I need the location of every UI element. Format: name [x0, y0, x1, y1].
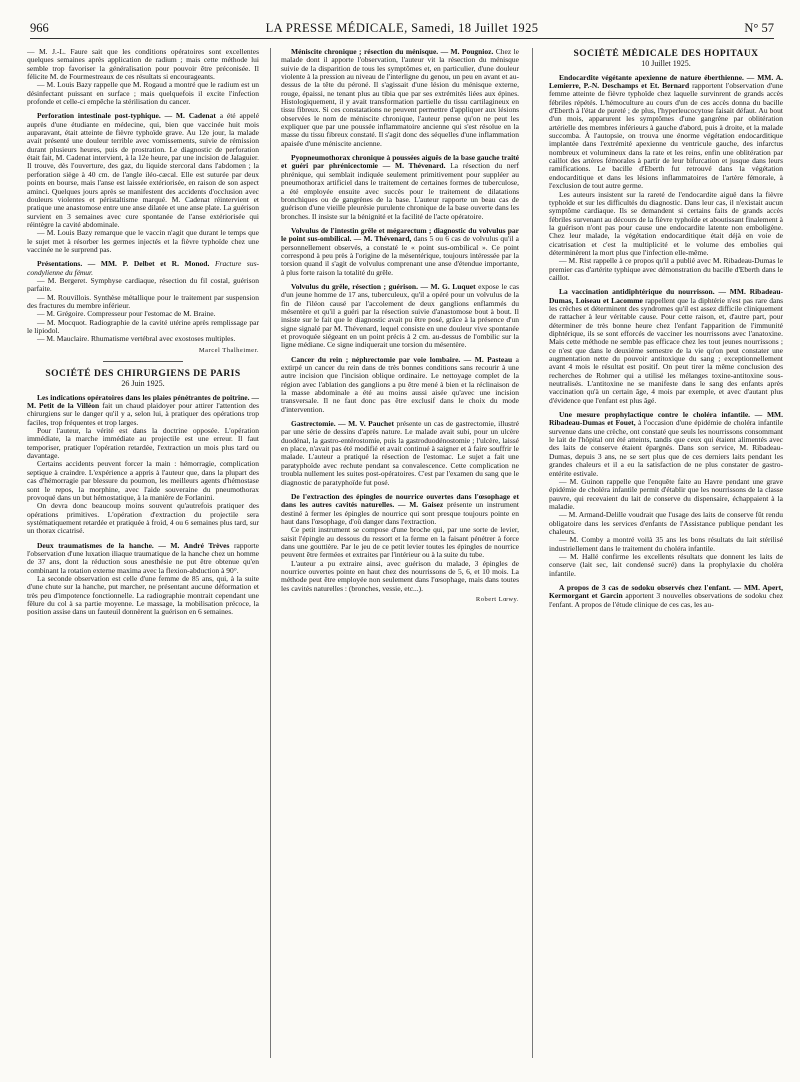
paragraph: — M. Hallé confirme les excellents résultats que donnent les laits de conserve (lait sec, lait condensé sucré) dans la prophylaxie du choléra infantile.	[549, 551, 783, 578]
paragraph: L'auteur a pu extraire ainsi, avec guérison du malade, 3 épingles de nourrice ouvertes pointe en haut chez des nourrissons de 5, 6, et 10 mois. La méthode peut être employée non seulement dans l'œsophage, mais dans toutes les cavités naturelles : (bronches, vessie, etc...).	[281, 558, 519, 593]
paragraph: — M. Louis Bazy rappelle que M. Rogaud a montré que le radium est un désinfectant puissant en surface ; mais quelquefois il excite l'infection profonde et celle-ci empêche la stérilisation du cancer.	[27, 80, 259, 107]
paragraph: Pour l'auteur, la vérité est dans la doctrine opposée. L'opération immédiate, la marche immédiate au projectile est une erreur. Il faut temporiser, pratiquer l'opération retardée, l'extraction un mois plus tard ou davantage.	[27, 426, 259, 461]
issue-number: N° 57	[744, 21, 774, 35]
column-rule	[532, 48, 533, 1058]
paragraph	[27, 394, 259, 427]
paragraph	[281, 420, 519, 487]
paragraph	[549, 584, 783, 609]
paragraph: — M. Comby a montré voilà 35 ans les bons résultats du lait stérilisé industriellement dans le traitement du choléra infantile.	[549, 535, 783, 553]
paragraph: — M. Bergeret. Symphyse cardiaque, résection du fil costal, guérison parfaite.	[27, 275, 259, 294]
paragraph: — M. Guinon rappelle que l'enquête faite au Havre pendant une grave épidémie de choléra infantile permit d'établir que les nourrissons de la classe pauvre, qui recevaient du lait de conserve du dispensaire, échappaient à la maladie.	[549, 476, 783, 511]
section-heading: SOCIÉTÉ MÉDICALE DES HOPITAUX	[573, 49, 759, 59]
journal-title: LA PRESSE MÉDICALE, Samedi, 18 Juillet 1925	[265, 21, 539, 35]
paragraph-title: Volvulus de l'intestin grêle et mégarectum ; diagnostic du volvulus par le point sus-ombilical. — M. Thévenard,	[281, 225, 519, 244]
paragraph-body: présente un cas de gastrectomie, illustré par une série de dessins d'après nature. Le malade avait subi, pour un ulcère duodénal, la gastro-entérostomie, puis la gastroduodénostomie ; l'ulcère, laissé en place, n'avait pas été modifié et avait continué à saigner et à faire souffrir le malade. L'auteur a pratiqué la résection de l'estomac. Le sujet a fait une paratyphoïde avec rechute pendant sa convalescence. Cette complication ne troubla nullement les suites post-opératoires. C'est par l'examen du sang que le diagnostic de paratyphoïde fut posé.	[281, 419, 519, 487]
section-date: 26 Juin 1925.	[121, 379, 165, 389]
paragraph: Ce petit instrument se compose d'une broche qui, par une sorte de levier, saisit l'épingle au dessous du ressort et la ferme en la faisant pénétrer à force dans une gouttière. Par le jeu de ce petit levier toutes les épingles de nourrice peuvent être fermées et extraites par l'intérieur ou à la suite du tube.	[281, 525, 519, 560]
paragraph: — M. Mocquot. Radiographie de la cavité utérine après remplissage par le lipiodol.	[27, 317, 259, 335]
paragraph	[281, 154, 519, 221]
paragraph-body: fait un chaud plaidoyer pour attirer l'attention des chirurgiens sur le danger qu'il y a, selon lui, à pratiquer des opérations trop faciles, trop fréquentes et trop larges.	[27, 401, 259, 427]
paragraph	[27, 260, 259, 277]
paragraph-body: rapportent l'observation d'une femme atteinte de fièvre typhoïde chez laquelle survinrent de grands accès fébriles répétés. L'hémoculture au cours d'un de ces accès donna du bacille d'Eberth à l'état de pureté ; de plus, l'hyperleucocytose faisait défaut. Au bout d'un mois, apparurent les symptômes d'une gangrène par oblitération artérielle des membres inférieurs à gauche d'abord, puis à droite, et la malade succomba. À l'autopsie, on trouva une énorme végétation endocarditique implantée dans l'extrémité apexienne du ventricule gauche, des infarctus nombreux et volumineux dans la rate et les reins, enfin une oblitération par caillot des artères fémorales à partir de leur bifurcation et jusque dans leurs ramifications. Le bacille d'Eberth fut retrouvé dans la végétation endocarditique et dans les lésions inflammatoires de l'artère fémorale, à l'exclusion de tout autre germe.	[549, 81, 783, 191]
paragraph	[281, 48, 519, 148]
paragraph: — M. Rist rappelle à ce propos qu'il a publié avec M. Ribadeau-Dumas le premier cas d'artérite typhique avec démonstration du bacille d'Eberth dans le caillot.	[549, 256, 783, 282]
column-2	[281, 48, 519, 1063]
paragraph-title: Pyopneumothorax chronique à poussées aiguës de la base gauche traité et guéri par phrénicectomie — M. Thévenard.	[281, 153, 519, 171]
section-date: 10 Juillet 1925.	[641, 59, 691, 69]
paragraph: — M. Grégoire. Compresseur pour l'estomac de M. Braine.	[37, 309, 216, 319]
paragraph-body: dans 5 ou 6 cas de volvulus qu'il a personnellement observés, a constaté le « point sus-ombilical ». Ce point correspond à peu près à l'origine de la mésentérique, toujours intéressée par la torsion quand il s'agit de volvulus comprenant une anse d'étendue importante, à plus forte raison la totalité du grêle.	[281, 234, 519, 277]
paragraph-body: a été appelé auprès d'une étudiante en médecine, qui, bien que vaccinée huit mois auparavant, était atteinte de fièvre typhoïde grave. Au 12e jour, la malade avait présenté une douleur terrible avec vomissements, suivie de rémission durant plusieurs heures, puis de prostration. Le diagnostic de perforation était fait, M. Cadenat intervient, à la 12e heure, par une incision de Jalaguier. Il trouve, dès l'ouverture, des gaz, du liquide stercoral dans l'abdomen ; la perforation siège à 40 cm. de l'angle iléo-cæcal. Elle est suturée par deux points en bourse, mais l'anse est laissée extériorisée, en raison de son aspect aminci. Quelques jours après se manifestent des accidents d'occlusion avec douleurs violentes et péristaltisme marqué. M. Cadenat réintervient et pratique une anastomose entre une anse dilatée et une anse plate. La guérison survient en 3 semaines avec cure spontanée de l'anse extériorisée qui réintègre la cavité abdominale.	[27, 111, 259, 229]
paragraph	[549, 411, 783, 478]
paragraph-body: La résection du nerf phrénique, qui semblait indiquée seulement primitivement pour suppléer au pneumothorax artificiel dans le traitement de certaines formes de tuberculose, a été employée ensuite avec succès pour le traitement de dilatations bronchiques ou de gangrènes de la base. L'auteur rapporte un beau cas de guérison d'une vieille pleurésie purulente chronique de la base ouverte dans les bronches. Il insiste sur la bénignité et la facilité de l'acte opératoire.	[281, 161, 519, 221]
paragraph-body: Chez le malade dont il apporte l'observation, l'auteur vit la résection du ménisque suivie de la disparition de tous les symptômes et, en particulier, d'une douleur violente à la pression au niveau de l'interligne du genou, un peu en avant et au-dessus de la tête du péroné. Il s'agissait d'une lésion du ménisque externe, rouge, épaissi, ne tenant plus au tibia que par ses extrémités liées aux épines. Histologiquement, il y avait transformation partielle du tissu cartilagineux en tissu fibreux. Si ces constatations ne peuvent permettre d'appliquer aux lésions observées le nom de méniscite chronique, l'auteur pense qu'on ne peut les expliquer que par une poussée inflammatoire ancienne qui s'est résolue en la masse du tissu fibreux constaté. Il s'agit donc des séquelles d'une inflammation apaisée d'une méniscite ancienne.	[281, 48, 519, 148]
separator	[103, 361, 183, 362]
paragraph-title: Cancer du rein ; néphrectomie par voie lombaire. — M. Pasteau	[291, 354, 513, 364]
paragraph	[549, 288, 783, 405]
paragraph: Certains accidents peuvent forcer la main : hémorragie, complication septique à craindre. L'expérience a appris à l'auteur que, dans la plupart des cas d'hémorragie par blessure du poumon, les meilleurs agents d'hémostase sont le repos, la morphine, avec l'aide souveraine du pneumothorax provoqué dans un but hémostatique, à la manière de Forlanini.	[27, 459, 259, 502]
paragraph: On devra donc beaucoup moins souvent qu'autrefois pratiquer des opérations primitives. L'opération d'extraction du projectile sera systématiquement retardée et pratiquée à froid, 4 ou 6 semaines plus tard, sur un thorax cicatrisé.	[27, 501, 259, 536]
paragraph-title: A propos de 3 cas de sodoku observés chez l'enfant. — MM. Apert, Kermorgant et Garcin	[549, 582, 783, 601]
paragraph-title: De l'extraction des épingles de nourrice ouvertes dans l'œsophage et dans les autres cavités naturelles. — M. Gaisez	[281, 491, 519, 510]
paragraph-body: apportent 3 nouvelles observations de sodoku chez l'enfant. A propos de l'étude clinique de ces cas, les au-	[549, 591, 783, 609]
paragraph	[549, 74, 783, 191]
paragraph: — M. J.-L. Faure sait que les conditions opératoires sont excellentes quelques semaines après application de radium ; mais cette méthode lui semble trop favoriser la généralisation pour pouvoir être préconisée. Il félicite M. de Fourmestreaux de ces résultats si encourageants.	[27, 48, 259, 82]
paragraph	[27, 112, 259, 229]
paragraph: La seconde observation est celle d'une femme de 85 ans, qui, à la suite d'une chute sur la hanche, put marcher, ne présentant aucune déformation et très peu d'impotence fonctionnelle. La radiographie montrait cependant une fêlure du col à sa partie moyenne. Le massage, la mobilisation précoce, la position assise dans un fauteuil donnèrent la guérison en 6 semaines.	[27, 573, 259, 617]
paragraph: Les auteurs insistent sur la rareté de l'endocardite aiguë dans la fièvre typhoïde et sur les difficultés du diagnostic. Dans leur cas, il n'existait aucun symptôme cardiaque. Ils se demandent si certains faits de grands accès fébriles survenant au décours de la fièvre typhoïde et aboutissant finalement à la guérison n'ont pas pour cause une endocardite latente non emboligène. Chez leur malade, la végétation endocarditique était déjà en voie de cicatrisation et c'est la multiplicité et le volume des embolies qui déterminèrent la mort plus que l'infection elle-même.	[549, 189, 783, 257]
paragraph	[281, 356, 519, 414]
paragraph-body: expose le cas d'un jeune homme de 17 ans, tuberculeux, qu'il a opéré pour un volvulus de la fin de l'iléon causé par l'accolement de deux ganglions enflammés du mésentère et qu'il a guéri par la résection suivie d'anastomose bout à bout. Il insiste sur le fait que le diagnostic avait pu être posé, grâce à la présence d'un signe signalé par M. Thévenard, lequel consiste en une douleur vive spontanée et provoquée siégeant en un point précis à 2 cm. au-dessus de l'ombilic sur la ligne médiane. Ce signe indiquerait une torsion du mésentère.	[281, 281, 519, 350]
paragraph-body: à l'occasion d'une épidémie de choléra infantile survenue dans une crèche, ont constaté que seuls les nourrissons consommant le lait de l'hôpital ont été atteints, tandis que ceux qui étaient alimentés avec des laits de conserve étaient épargnés. Dans son service, M. Ribadeau-Dumas, depuis 3 ans, ne se sert plus que de ces derniers laits pendant les grandes chaleurs et il a eu la satisfaction de ne plus constater de gastro-entérite estivale.	[549, 418, 783, 478]
paragraph: — M. Louis Bazy remarque que le vaccin n'agit que durant le temps que le sujet met à résorber les germes injectés et la fièvre typhoïde chez une vaccinée ne le surprend pas.	[27, 228, 259, 254]
paragraph-title: Perforation intestinale post-typhique. — M. Cadenat	[37, 111, 216, 121]
paragraph	[281, 227, 519, 277]
signature: Marcel Thalheimer.	[198, 346, 259, 354]
signature: Robert Lœwy.	[475, 595, 519, 603]
paragraph-body: présente un instrument destiné à fermer les épingles de nourrice qui sont presque toujours pointe en haut dans l'œsophage, d'où danger dans l'extraction.	[281, 500, 519, 526]
paragraph: — M. Armand-Delille voudrait que l'usage des laits de conserve fût rendu obligatoire dans les services d'enfants de l'Assistance publique pendant les chaleurs.	[549, 510, 783, 536]
paragraph: — M. Mauclaire. Rhumatisme vertébral avec exostoses multiples.	[37, 334, 236, 344]
paragraph-title: Deux traumatismes de la hanche. — M. André Trèves	[37, 540, 230, 550]
page-header	[30, 20, 774, 39]
paragraph	[27, 542, 259, 575]
paragraph-title: Méniscite chronique ; résection du ménisque. — M. Pougnioz.	[291, 48, 494, 56]
paragraph	[281, 283, 519, 350]
paragraph-title: Une mesure prophylactique contre le choléra infantile. — MM. Ribadeau-Dumas et Fouet,	[549, 410, 783, 428]
column-1	[27, 48, 259, 1063]
paragraph-body: a extirpé un cancer du rein dans de très bonnes conditions sans recourir à une autre incision que l'incision oblique ordinaire. Le nettoyage complet de la région avec l'ablation des ganglions a pu être mené à bien et la réclinaison de la masse abdominale a été au moins aussi aisée qu'avec une incision transversale. Il ne faut donc pas être exclusif dans le choix du mode d'intervention.	[281, 354, 519, 414]
paragraph-title: La vaccination antidiphtérique du nourrisson. — MM. Ribadeau-Dumas, Loiseau et Lacomme	[549, 287, 783, 305]
paragraph	[281, 493, 519, 526]
paragraph-title: Volvulus du grêle, résection ; guérison. — M. G. Luquet	[291, 281, 476, 291]
paragraph-title: Gastrectomie. — M. V. Pauchet	[291, 419, 394, 429]
column-3	[549, 48, 783, 1063]
page-number: 966	[30, 21, 49, 35]
paragraph: — M. Rouvillois. Synthèse métallique pour le traitement par suspension des fractures du membre inférieur.	[27, 292, 259, 310]
section-heading: SOCIÉTÉ DES CHIRURGIENS DE PARIS	[45, 369, 241, 380]
paragraph-body: rapporte l'observation d'une luxation iliaque traumatique de la hanche chez un homme de 37 ans, dont la réduction sous anesthésie ne put être obtenue qu'en combinant la rotation externe maxima avec la flexion-abduction à 90°.	[27, 540, 259, 575]
paragraph-body: rappellent que la diphtérie n'est pas rare dans les crèches et déterminent des syndromes qu'il est assez difficile cliniquement de rattacher à leur véritable cause. Pour cette raison, et, d'autre part, pour déterminer de très bonne heure chez l'enfant l'apparition de l'immunité diphtérique, ils se sont efforcés de vacciner les nourrissons avec l'anatoxine. Mais cette méthode ne semble pas efficace chez les tout jeunes nourrissons ; ce n'est que dans le deuxième semestre de la vie qu'on peut constater une augmentation nette du pouvoir antitoxique du sang ; exceptionnellement avant 4 mois le résultat est positif. On peut tirer la même conclusion des recherches de Rohmer qui a utilisé les mélanges toxine-antitoxine sous-neutralisés. L'antitoxine ne se manifeste dans le sang des enfants après vaccination qu'à un certain âge, 4 mois par exemple, et avec d'autant plus d'évidence que l'enfant est plus âgé.	[549, 295, 783, 405]
paragraph-title: Présentations. — MM. P. Delbet et R. Monod.	[37, 259, 210, 269]
column-rule	[270, 48, 271, 1058]
paragraph-body: Fracture sus-condylienne du fémur.	[27, 259, 259, 277]
paragraph-title: Les indications opératoires dans les plaies pénétrantes de poitrine. — M. Petit de la Villéon	[27, 392, 259, 411]
paragraph-title: Endocardite végétante apexienne de nature éberthienne. — MM. A. Lemierre, P.-N. Deschamps et Et. Bernard	[549, 72, 783, 91]
